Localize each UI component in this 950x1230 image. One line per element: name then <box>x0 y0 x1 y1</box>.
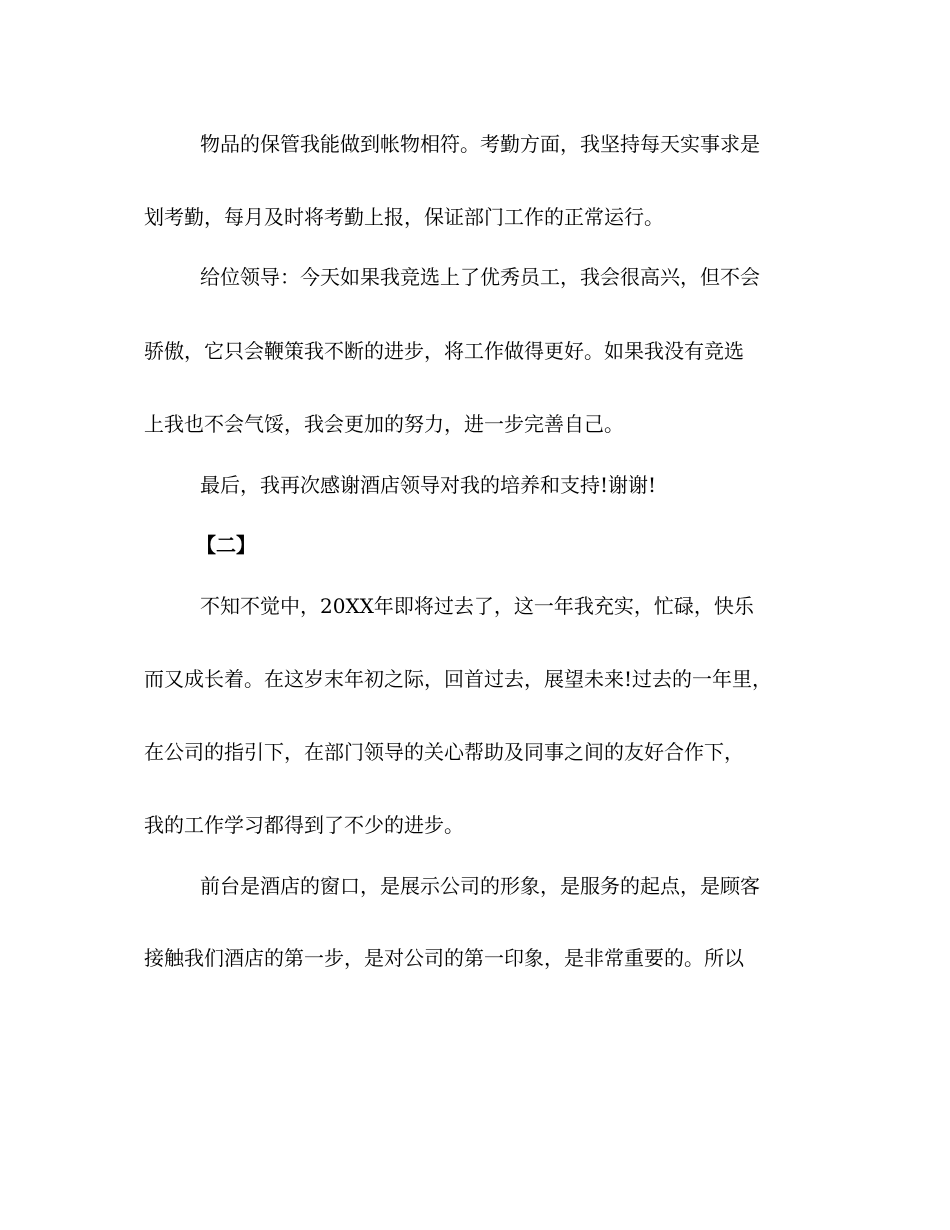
text-line: 最后，我再次感谢酒店领导对我的培养和支持!谢谢! <box>200 473 657 497</box>
text-line: 前台是酒店的窗口，是展示公司的形象，是服务的起点，是顾客 <box>200 874 760 898</box>
text-line: 物品的保管我能做到帐物相符。考勤方面，我坚持每天实事求是 <box>200 132 760 156</box>
text-line: 不知不觉中，20XX年即将过去了，这一年我充实，忙碌，快乐 <box>200 594 754 618</box>
text-line: 在公司的指引下，在部门领导的关心帮助及同事之间的友好合作下， <box>144 740 744 764</box>
text-line: 划考勤，每月及时将考勤上报，保证部门工作的正常运行。 <box>144 205 664 229</box>
text-line: 上我也不会气馁，我会更加的努力，进一步完善自己。 <box>144 412 624 436</box>
text-line: 给位领导：今天如果我竞选上了优秀员工，我会很高兴，但不会 <box>200 265 760 289</box>
text-line: 骄傲，它只会鞭策我不断的进步，将工作做得更好。如果我没有竞选 <box>144 339 744 363</box>
text-line: 我的工作学习都得到了不少的进步。 <box>144 813 464 837</box>
text-line: 而又成长着。在这岁末年初之际，回首过去，展望未来!过去的一年里， <box>144 667 773 691</box>
section-heading: 【二】 <box>196 533 256 557</box>
text-line: 接触我们酒店的第一步，是对公司的第一印象，是非常重要的。所以 <box>144 946 744 970</box>
